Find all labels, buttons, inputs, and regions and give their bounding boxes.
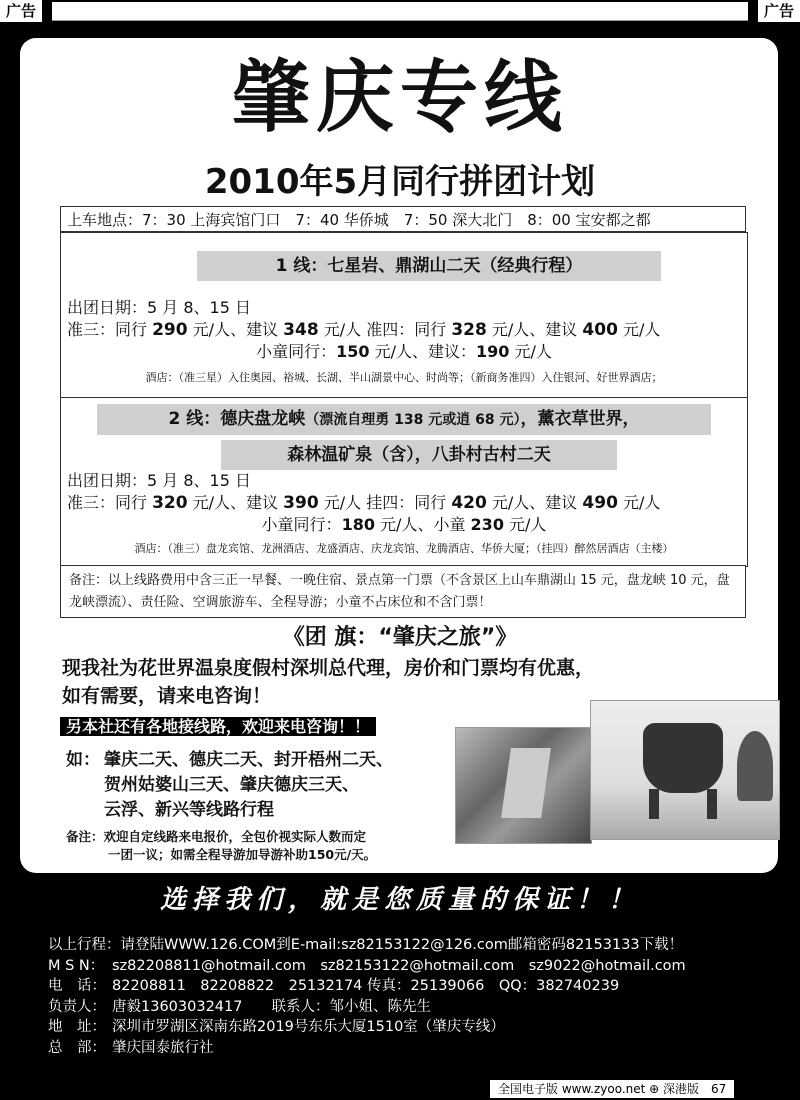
contact-info: 以上行程：请登陆WWW.126.COM到E-mail:sz82153122@126.com邮箱密码82153133下载！ M S N： sz82208811@hotmail.com sz82153122@hotmail.com sz9022@hotmail.com 电 话： 82208811 82208822 25132174 传真：25139066 QQ：382740239 负责人： 唐毅13603032417 联系人：邹小姐、陈先生 地 址： 深圳市罗湖区深南东路2019号东乐大厦1510室（肇庆专线） 总 部： 肇庆国泰旅行社 xyxy=(48,937,686,1056)
intro-line-2: 如有需要，请来电咨询！ xyxy=(62,685,272,707)
route-2-section xyxy=(60,397,748,567)
manager-contact: 唐毅13603032417 联系人：邹小姐、陈先生 xyxy=(112,998,431,1015)
bronze-tripod-photo xyxy=(590,700,780,840)
custom-route-remark: 备注：欢迎自定线路来电报价，全包价视实际人数而定 一团一议；如需全程导游加导游补助150元/天。 xyxy=(66,829,377,862)
route-2-heading-2: 森林温矿泉（含），八卦村古村二天 xyxy=(221,440,617,470)
example-routes xyxy=(66,748,393,823)
page-footer: 全国电子版 www.zyoo.net ⊕ 深港版 67 xyxy=(490,1080,734,1098)
route-1-heading: 1 线：七星岩、鼎湖山二天（经典行程） xyxy=(197,251,661,281)
mountain-photo xyxy=(455,727,592,844)
example-line-2: 贺州姑婆山三天、肇庆德庆三天、 xyxy=(104,775,359,795)
butterfly-icon: ❦ xyxy=(36,835,70,881)
page-subtitle: 2010年5月同行拼团计划 xyxy=(204,162,596,202)
example-label: 如： xyxy=(66,750,100,770)
page-title: 肇庆专线 xyxy=(231,52,568,143)
route-1-price: 准三：同行 290 元/人、建议 348 元/人 准四：同行 328 元/人、建议 400 元/人 xyxy=(67,320,661,340)
ad-label-right: 广告 xyxy=(758,0,800,22)
route-1-child-price: 小童同行：150 元/人、建议：190 元/人 xyxy=(256,342,552,361)
intro-line-1: 现我社为花世界温泉度假村深圳总代理，房价和门票均有优惠， xyxy=(62,657,595,679)
route-2-date: 出团日期：5 月 8、15 日 xyxy=(67,471,251,490)
address: 深圳市罗湖区深南东路2019号东乐大厦1510室（肇庆专线） xyxy=(112,1019,505,1036)
other-routes-banner: 另本社还有各地接线路，欢迎来电咨询！！ xyxy=(60,714,376,740)
example-line-1: 肇庆二天、德庆二天、封开梧州二天、 xyxy=(104,750,393,770)
route-1-date: 出团日期：5 月 8、15 日 xyxy=(67,298,251,317)
phone-numbers: 82208811 82208822 25132174 传真：25139066 QQ：382740239 xyxy=(112,978,620,995)
route-2-heading-1: 2 线：德庆盘龙峡（漂流自理勇 138 元或逍 68 元），薰衣草世界， xyxy=(97,404,711,435)
ad-label-left: 广告 xyxy=(0,0,42,22)
route-notes: 备注：以上线路费用中含三正一早餐、一晚住宿、景点第一门票（不含景区上山车鼎湖山 15 元，盘龙峡 10 元，盘龙峡漂流）、责任险、空调旅游车、全程导游；小童不占床位和不含门票！ xyxy=(60,565,746,618)
headquarters: 肇庆国泰旅行社 xyxy=(112,1039,214,1056)
route-2-hotel: 酒店：（准三）盘龙宾馆、龙洲酒店、龙盛酒店、庆龙宾馆、龙腾酒店、华侨大厦；（挂四）醉然居酒店（主楼） xyxy=(134,542,674,555)
route-2-price: 准三：同行 320 元/人、建议 390 元/人 挂四：同行 420 元/人、建议 490 元/人 xyxy=(67,493,661,513)
route-1-hotel: 酒店：（准三星）入住奥园、裕城、长湖、半山湖景中心、时尚等；（新商务准四）入住银河、好世界酒店； xyxy=(145,371,663,384)
slogan: 选择我们，就是您质量的保证！！ xyxy=(159,885,640,915)
group-flag: 《团 旗：“肇庆之旅”》 xyxy=(282,625,518,650)
example-line-3: 云浮、新兴等线路行程 xyxy=(104,800,274,820)
top-strip xyxy=(52,2,748,21)
pickup-locations: 上车地点：7：30 上海宾馆门口 7：40 华侨城 7：50 深大北门 8：00 宝安都之都 xyxy=(60,206,746,232)
download-info: 以上行程：请登陆WWW.126.COM到E-mail:sz82153122@126.com邮箱密码82153133下载！ xyxy=(48,937,684,953)
route-1-section xyxy=(60,232,748,399)
msn-accounts: sz82208811@hotmail.com sz82153122@hotmail.com sz9022@hotmail.com xyxy=(112,957,686,974)
route-2-child-price: 小童同行：180 元/人、小童 230 元/人 xyxy=(261,515,547,534)
